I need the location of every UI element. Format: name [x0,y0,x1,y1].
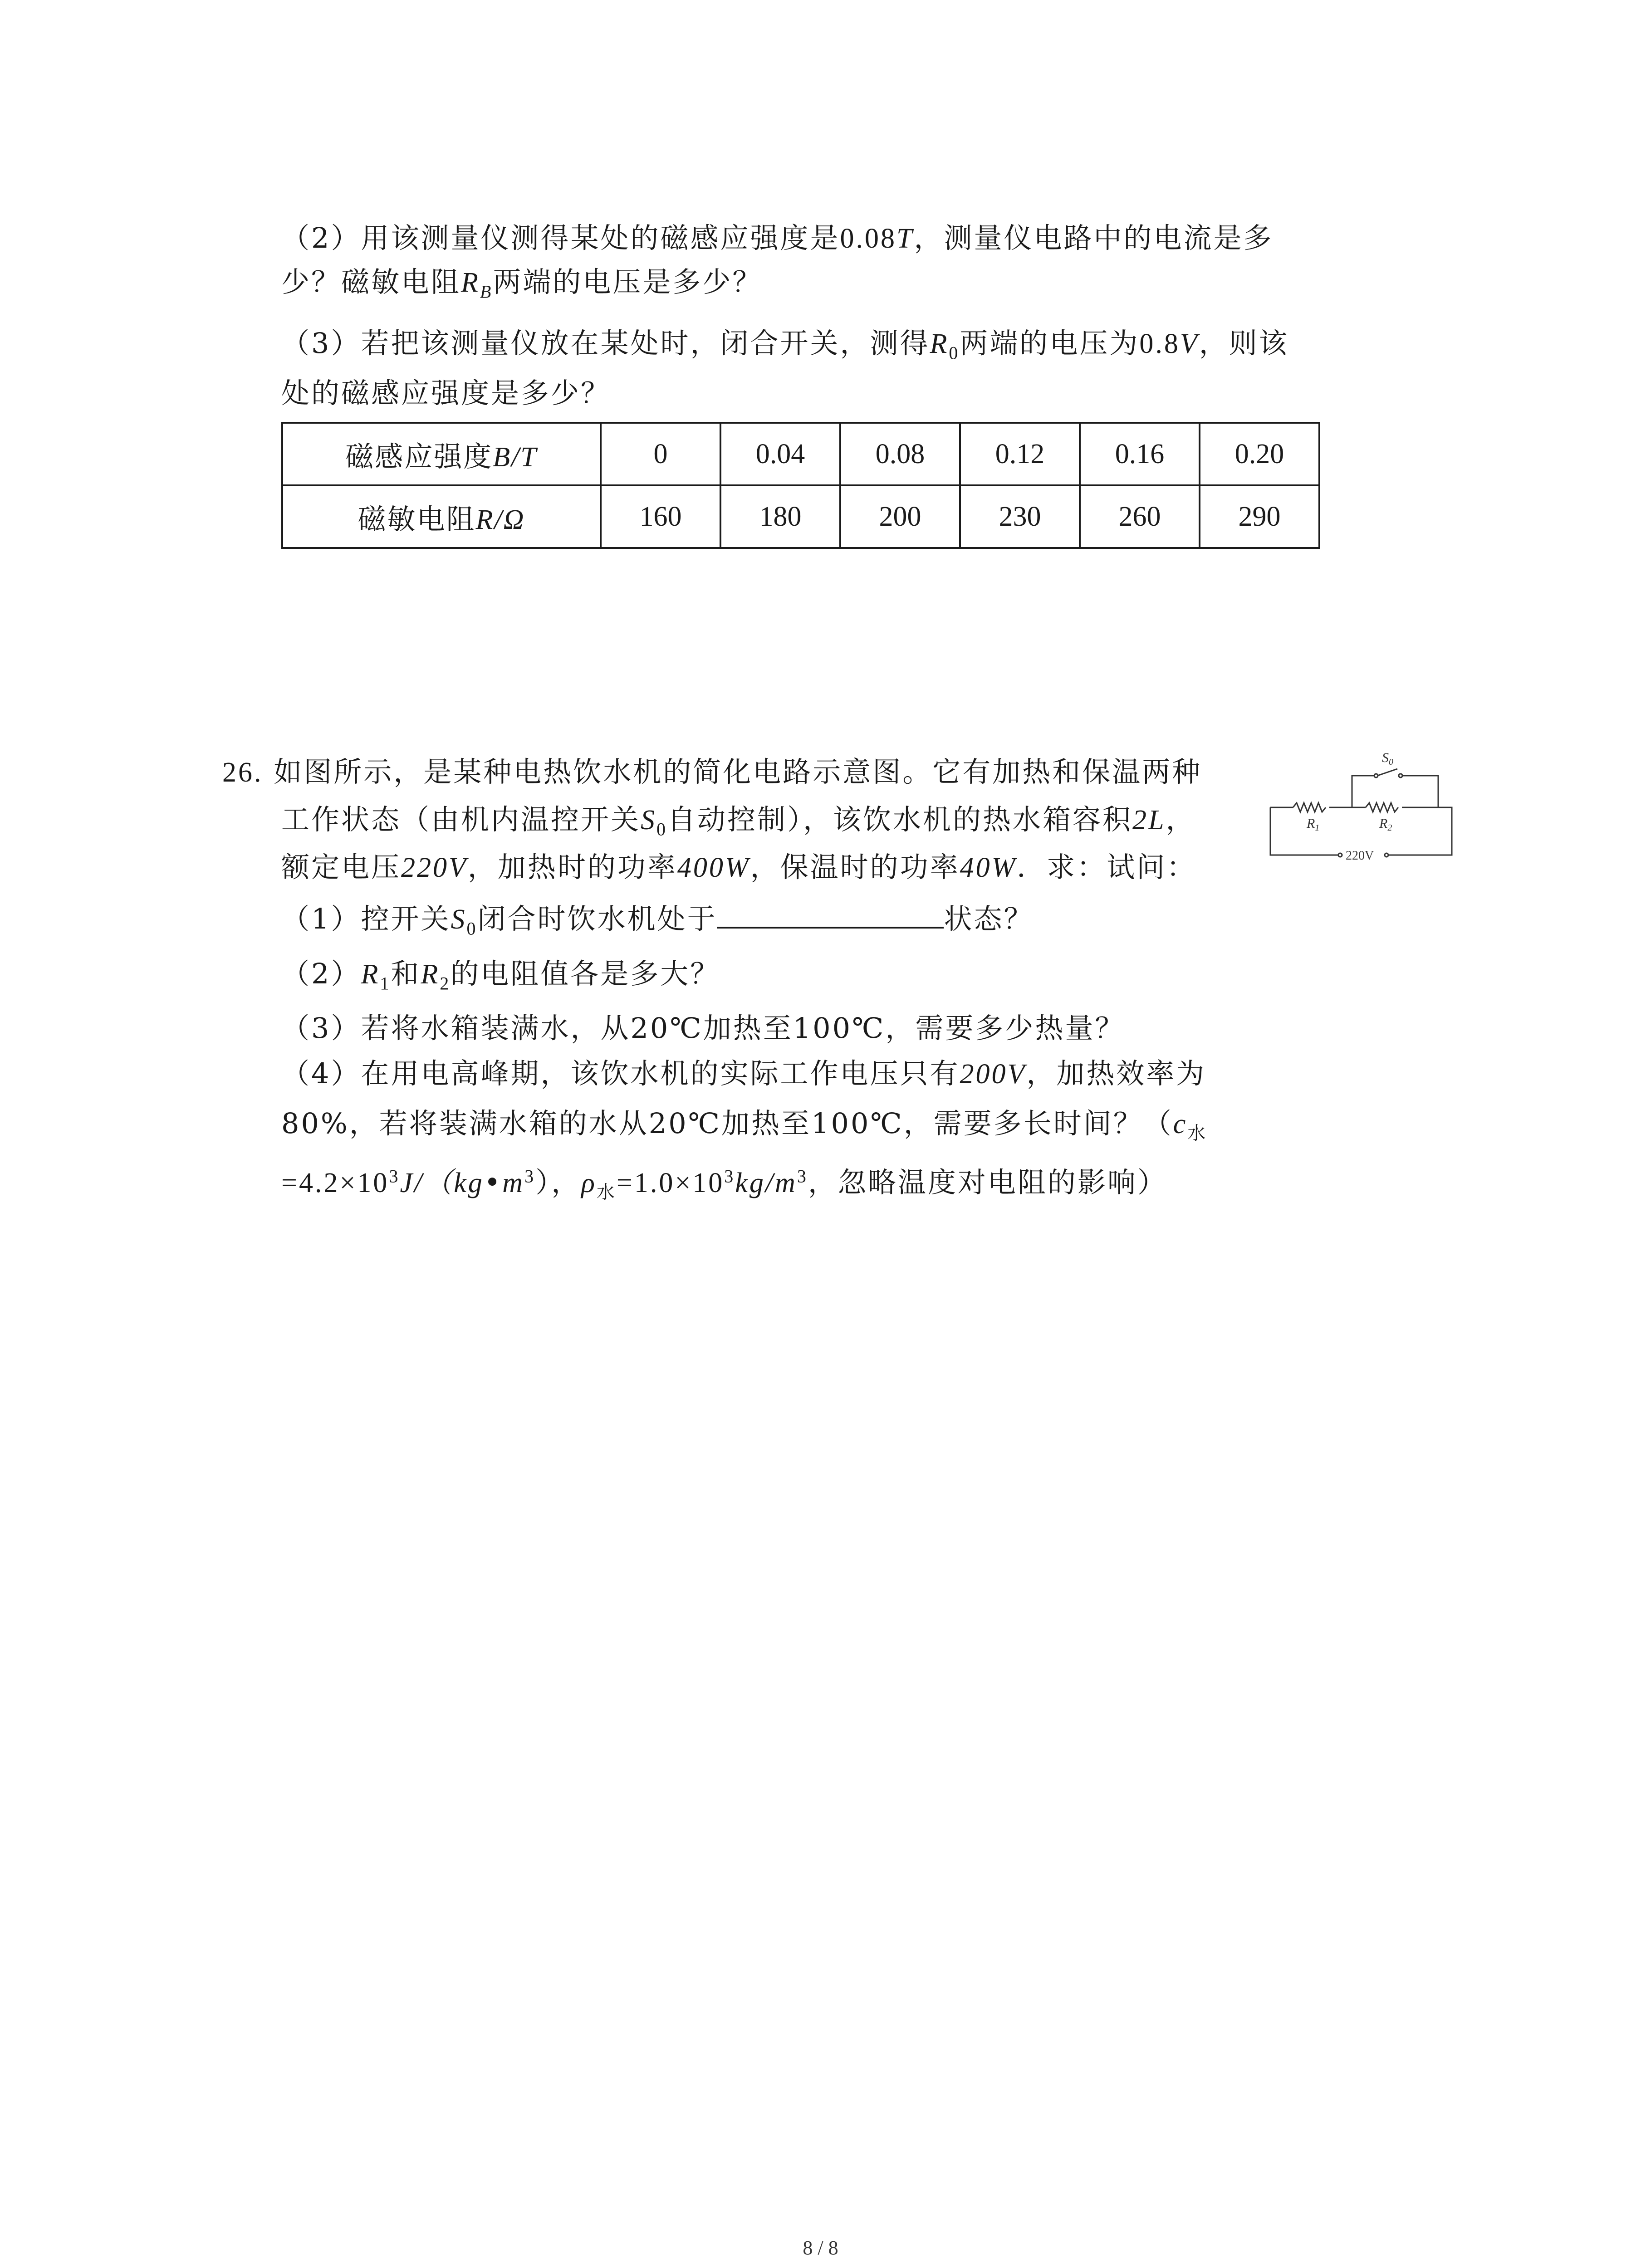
superscript: 3 [389,1166,400,1187]
q25-part3-line2 [281,376,611,410]
q26-line2 [281,803,1196,840]
text: ，忽略温度对电阻的影响） [808,1166,1167,1199]
q25-part3-line1 [281,327,1289,361]
superscript: 3 [524,1166,536,1187]
q26-sub3 [281,1012,1125,1045]
subscript: 0 [466,918,478,939]
text: 的电阻值各是多大？ [451,957,720,990]
table-cell: 0.20 [1200,423,1319,485]
q25-part2-line1 [281,221,1273,255]
text: （2）用该测量仪测得某处的磁感应强度是 [281,221,840,254]
value: =4.2×10 [281,1168,389,1198]
unit: T [896,223,914,254]
subscript: 1 [380,973,391,994]
switch-label: $S_0$ [1382,750,1393,767]
text: 磁敏电阻 [358,502,476,536]
text: 状态？ [944,902,1034,935]
text: （4）在用电高峰期，该饮水机的实际工作电压只有 [281,1057,960,1090]
unit: R/Ω [475,504,525,535]
table-header-cell [282,485,601,548]
unit: m [502,1168,525,1198]
table-cell: 200 [840,485,960,548]
subscript: B [480,281,493,302]
q26-sub4-line2 [281,1107,1208,1144]
answer-blank[interactable] [717,900,944,929]
q26-sub1 [281,900,1034,939]
q26-sub4-line1 [281,1057,1206,1091]
text: 少？磁敏电阻 [281,265,461,298]
text: 闭合时饮水机处于 [477,902,717,935]
page-number: 8 / 8 [803,2237,838,2259]
text: ， [1166,803,1196,836]
table-cell: 160 [601,485,720,548]
wire [1388,807,1452,855]
value: =1.0×10 [616,1168,725,1198]
value: 2L [1132,805,1166,836]
text: 工作状态（由机内温控开关 [281,803,641,836]
symbol: R [361,959,380,990]
superscript: 3 [724,1166,735,1187]
unit: B/T [493,441,538,473]
q26-sub2 [281,957,720,994]
table-cell: 260 [1080,485,1200,548]
switch-contact [1399,774,1402,777]
text: 自动控制），该饮水机的热水箱容积 [667,803,1133,836]
subscript: 水 [1187,1123,1208,1144]
terminal [1385,853,1388,857]
table-cell: 180 [720,485,840,548]
text: （3）若把该测量仪放在某处时，闭合开关，测得 [281,327,930,360]
text: ，加热时的功率 [467,850,677,884]
table-cell: 0.16 [1080,423,1200,485]
q25-part2-line2 [281,265,763,302]
symbol: R [421,959,440,990]
resistor-r1-symbol [1293,803,1326,812]
circuit-diagram [1266,744,1461,866]
symbol: S [451,904,467,935]
text: （2） [281,957,361,990]
symbol: S [641,805,657,836]
symbol: c [1173,1109,1188,1139]
unit: kg/m [735,1168,797,1198]
table-cell: 230 [960,485,1080,548]
text: ，则该 [1199,327,1289,360]
unit: V [1180,328,1199,359]
r2-label: $R_2$ [1379,816,1392,833]
wire [1352,776,1375,807]
subscript: 水 [596,1182,617,1203]
switch-lever [1377,769,1397,776]
table-header-cell [282,423,601,485]
q26-line1 [222,755,1202,789]
subscript: 2 [440,973,451,994]
magnetic-resistance-table [281,422,1320,549]
resistor-r2-symbol [1366,803,1398,812]
switch-contact [1374,774,1378,777]
unit: kg [454,1168,484,1198]
question-number: 26. [222,757,263,788]
value: 40W [960,852,1017,883]
wire [1402,776,1438,807]
text: （1）控开关 [281,902,451,935]
q26-sub4-line3 [281,1166,1167,1203]
text: ）， [535,1166,582,1199]
subscript: 0 [949,342,960,363]
table-cell: 0.12 [960,423,1080,485]
text: 处的磁感应强度是多少？ [281,376,611,410]
value: 220V [401,852,468,883]
superscript: 3 [797,1166,808,1187]
table-row [282,485,1319,548]
text: • [484,1166,503,1199]
value: 400W [677,852,750,883]
table-cell: 0.04 [720,423,840,485]
text: 额定电压 [281,850,402,884]
table-row [282,423,1319,485]
unit: J/（ [400,1168,454,1198]
text: ，保温时的功率 [750,850,960,884]
table-cell: 290 [1200,485,1319,548]
text: （3）若将水箱装满水，从20℃加热至100℃，需要多少热量？ [281,1012,1125,1045]
value: 0.8 [1139,328,1180,359]
subscript: 0 [656,819,668,840]
r1-label: $R_1$ [1307,816,1320,833]
text: 两端的电压是多少？ [493,265,763,298]
text: 和 [391,957,421,990]
wire [1270,807,1338,855]
symbol: R [930,328,949,359]
value: 0.08 [840,223,896,254]
text: ．求：试问： [1017,850,1197,884]
table-cell: 0 [601,423,720,485]
text: ，测量仪电路中的电流是多 [914,221,1274,254]
text: 80%，若将装满水箱的水从20℃加热至100℃，需要多长时间？（ [281,1107,1173,1140]
q26-line3 [281,850,1196,885]
terminal [1338,853,1342,857]
text: ，加热效率为 [1026,1057,1206,1090]
text: 磁感应强度 [345,440,493,473]
text: 如图所示，是某种电热饮水机的简化电路示意图。它有加热和保温两种 [274,755,1202,788]
symbol: R [461,267,480,298]
table-cell: 0.08 [840,423,960,485]
value: 200V [960,1059,1027,1090]
symbol: ρ [581,1168,597,1198]
text: 两端的电压为 [960,327,1140,360]
voltage-label: 220V [1346,849,1374,863]
